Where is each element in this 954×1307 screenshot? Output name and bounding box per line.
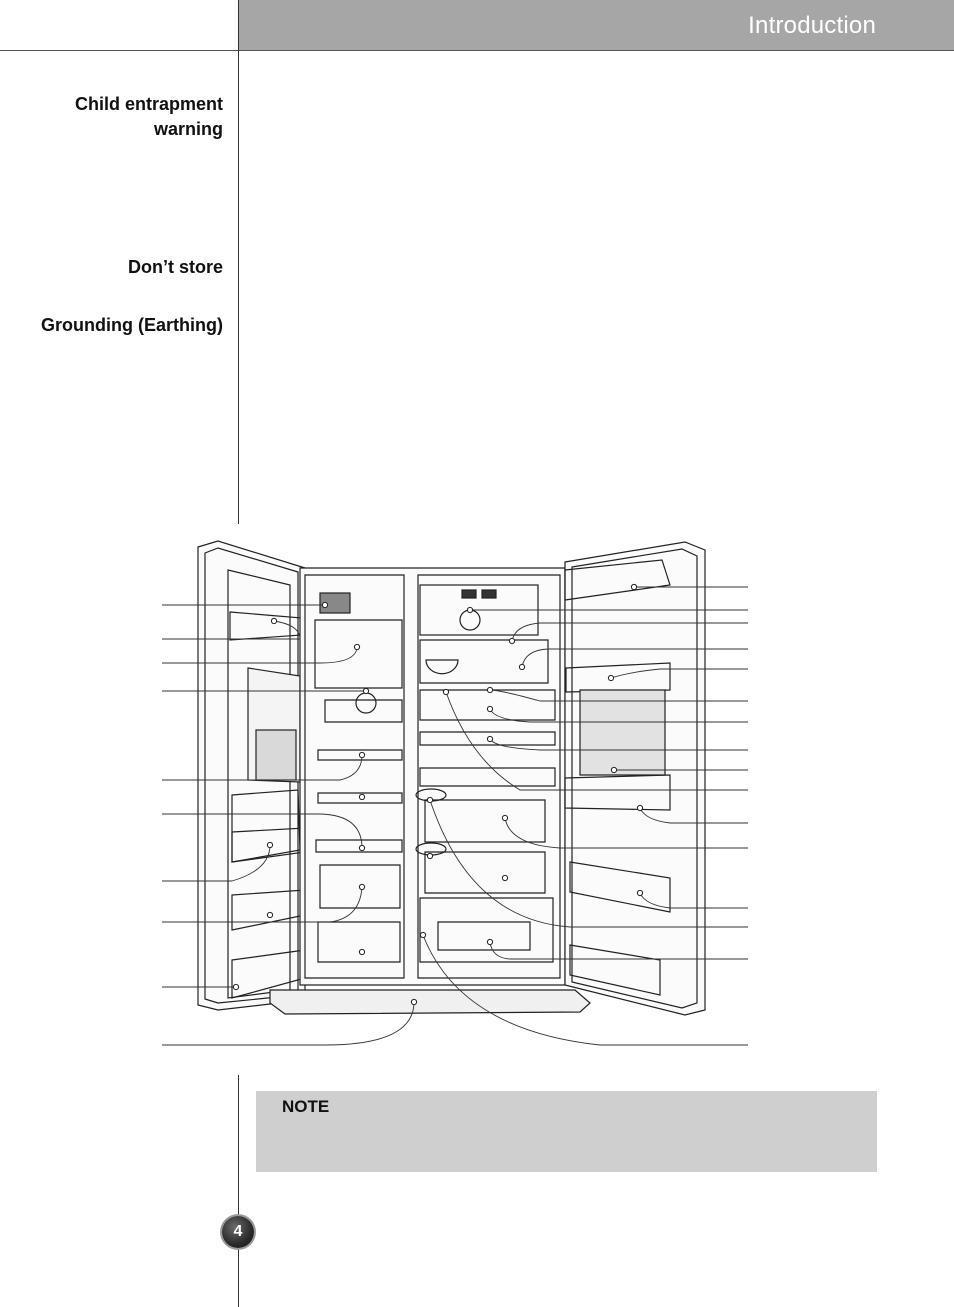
margin-rule-bottom (238, 1075, 239, 1307)
heading-line: warning (153, 119, 223, 139)
refrigerator-diagram (160, 538, 750, 1050)
page-section-title: Introduction (748, 12, 876, 39)
header-band (239, 0, 954, 50)
header-divider (0, 50, 954, 51)
heading-line: Don’t store (127, 257, 223, 277)
heading-child-entrapment-warning (75, 92, 223, 142)
heading-line: Child entrapment (74, 94, 223, 114)
heading-grounding (41, 313, 223, 338)
margin-rule-top (238, 0, 239, 524)
heading-line: Grounding (Earthing) (41, 315, 223, 335)
note-box (256, 1091, 877, 1172)
page-number-badge: 4 (222, 1216, 254, 1248)
note-label: NOTE (282, 1097, 330, 1116)
heading-dont-store (128, 255, 223, 280)
